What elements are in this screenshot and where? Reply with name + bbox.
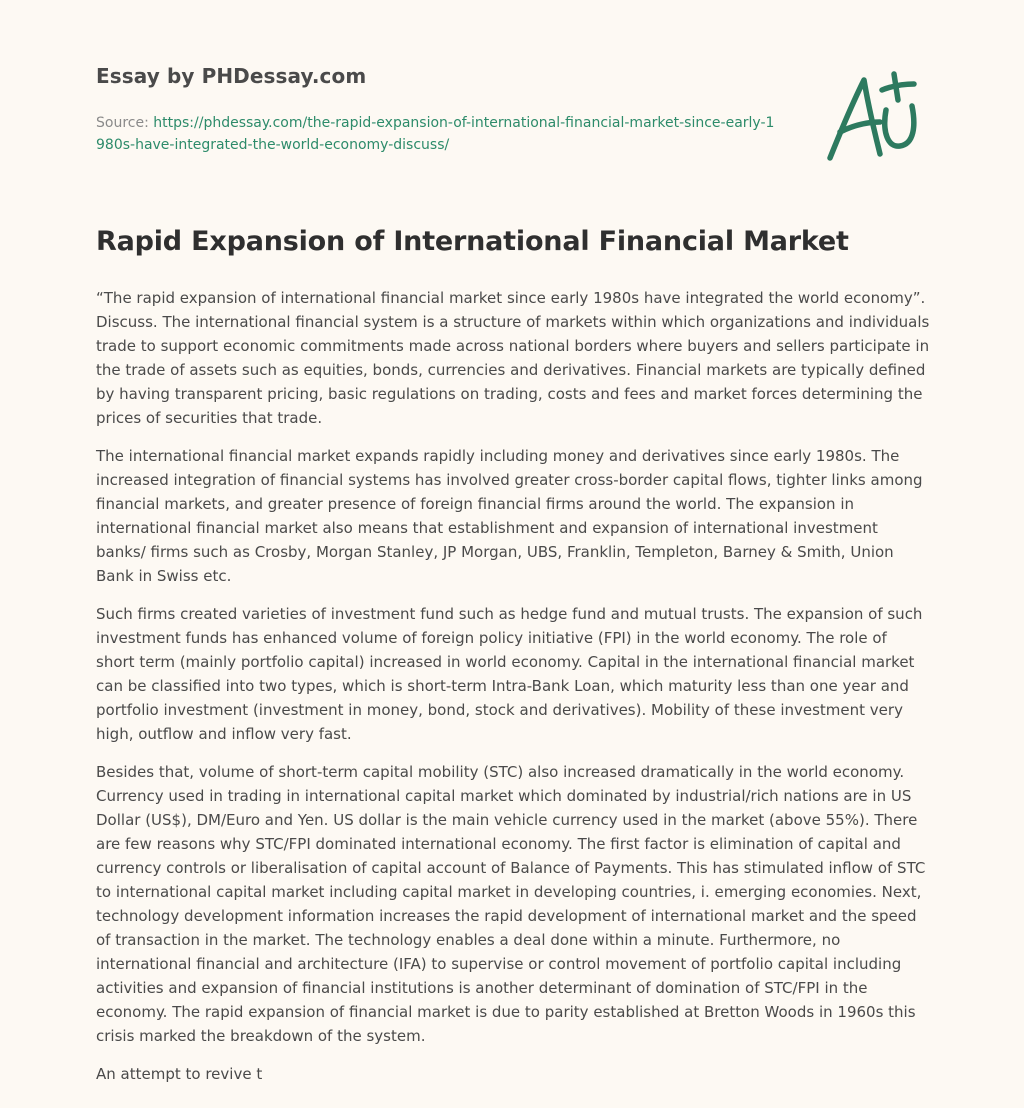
a-plus-icon bbox=[820, 66, 930, 166]
source-label: Source: bbox=[96, 115, 154, 131]
essay-body bbox=[96, 286, 930, 1100]
site-brand: Essay by PHDessay.com bbox=[96, 64, 367, 88]
paragraph: Such firms created varieties of investment fund such as hedge fund and mutual trusts. The expansion of such investment funds has enhanced volume of foreign policy initiative (FPI) in the world economy. The role of short term (mainly portfolio capital) increased in world economy. Capital in the international financial market can be classified into two types, which is short-term Intra-Bank Loan, which maturity less than one year and portfolio investment (investment in money, bond, stock and derivatives). Mobility of these investment very high, outflow and inflow very fast. bbox=[96, 605, 923, 743]
paragraph: The international financial market expands rapidly including money and derivatives since early 1980s. The increased integration of financial systems has involved greater cross-border capital flows, tighter links among financial markets, and greater presence of foreign financial firms around the world. The expansion in international financial market also means that establishment and expansion of international investment banks/ firms such as Crosby, Morgan Stanley, JP Morgan, UBS, Franklin, Templeton, Barney & Smith, Union Bank in Swiss etc. bbox=[96, 447, 923, 585]
paragraph: An attempt to revive t bbox=[96, 1065, 263, 1083]
source-link[interactable]: https://phdessay.com/the-rapid-expansion-of-international-financial-market-since-early-1980s-have-integrated-the-world-economy-discuss/ bbox=[96, 115, 775, 153]
paragraph: “The rapid expansion of international financial market since early 1980s have integrated the world economy”. Discuss. The international financial system is a structure of markets within which organizations and individuals trade to support economic commitments made across national borders where buyers and sellers participate in the trade of assets such as equities, bonds, currencies and derivatives. Financial markets are typically defined by having transparent pricing, basic regulations on trading, costs and fees and market forces determining the prices of securities that trade. bbox=[96, 289, 930, 427]
paragraph: Besides that, volume of short-term capital mobility (STC) also increased dramatically in the world economy. Currency used in trading in international capital market which dominated by industrial/rich nations are in US Dollar (US$), DM/Euro and Yen. US dollar is the main vehicle currency used in the market (above 55%). There are few reasons why STC/FPI dominated international economy. The first factor is elimination of capital and currency controls or liberalisation of capital account of Balance of Payments. This has stimulated inflow of STC to international capital market including capital market in developing countries, i. emerging economies. Next, technology development information increases the rapid development of international market and the speed of transaction in the market. The technology enables a deal done within a minute. Furthermore, no international financial and architecture (IFA) to supervise or control movement of portfolio capital including activities and expansion of financial institutions is another determinant of domination of STC/FPI in the economy. The rapid expansion of financial market is due to parity established at Bretton Woods in 1960s this crisis marked the breakdown of the system. bbox=[96, 763, 926, 1045]
source-line bbox=[96, 112, 776, 156]
essay-title: Rapid Expansion of International Financial Market bbox=[96, 226, 849, 257]
